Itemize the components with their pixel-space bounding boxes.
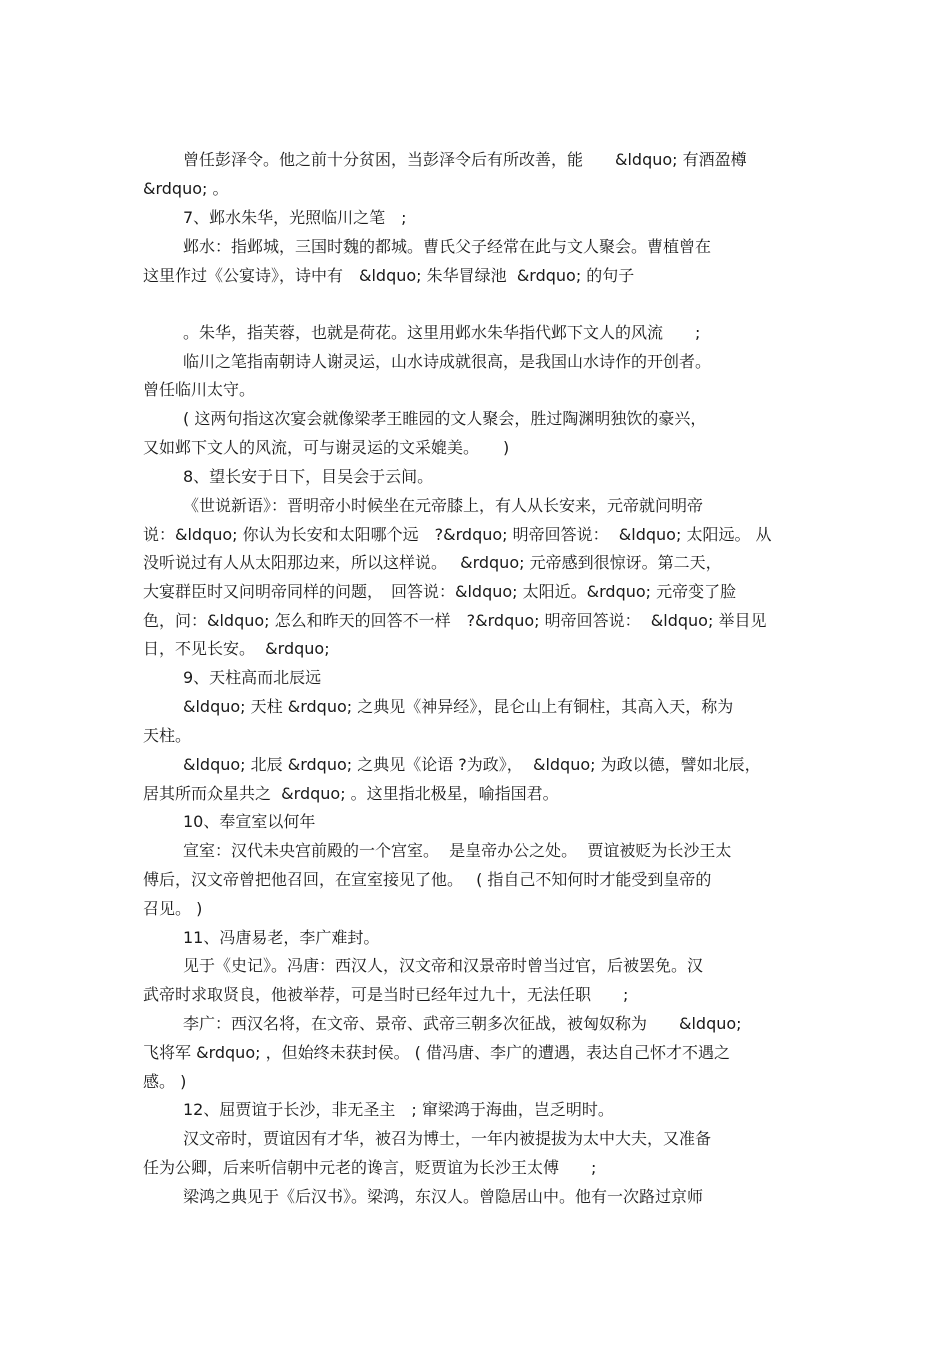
text-line: 李广：西汉名将，在文帝、景帝、武帝三朝多次征战，被匈奴称为 &ldquo; bbox=[183, 1014, 742, 1033]
text-line: 又如邺下文人的风流，可与谢灵运的文采媲美。 ) bbox=[143, 438, 510, 457]
text-line: 召见。 ) bbox=[143, 899, 203, 918]
text-line: 飞将军 &rdquo; ，但始终未获封侯。 ( 借冯唐、李广的遭遇，表达自己怀才不遇之 bbox=[143, 1043, 730, 1062]
text-line: 大宴群臣时又问明帝同样的问题， 回答说：&ldquo; 太阳近。&rdquo; 元帝变了脸 bbox=[143, 582, 737, 601]
text-line: 《世说新语》：晋明帝小时候坐在元帝膝上，有人从长安来，元帝就问明帝 bbox=[183, 496, 704, 515]
text-line: 宣室：汉代未央宫前殿的一个宫室。 是皇帝办公之处。 贾谊被贬为长沙王太 bbox=[183, 841, 732, 860]
text-line: 说：&ldquo; 你认为长安和太阳哪个远 ?&rdquo; 明帝回答说： &ldquo; 太阳远。 从 bbox=[143, 525, 772, 544]
section-heading-8: 8、望长安于日下，目吴会于云间。 bbox=[183, 467, 434, 486]
section-heading-7: 7、邺水朱华，光照临川之笔 ; bbox=[183, 208, 407, 227]
text-line: 感。 ) bbox=[143, 1072, 187, 1091]
text-line: 日，不见长安。 &rdquo; bbox=[143, 639, 330, 658]
section-heading-9: 9、天柱高而北辰远 bbox=[183, 668, 322, 687]
text-line: 临川之笔指南朝诗人谢灵运，山水诗成就很高，是我国山水诗作的开创者。 bbox=[183, 352, 712, 371]
text-line: 居其所而众星共之 &rdquo; 。这里指北极星，喻指国君。 bbox=[143, 784, 559, 803]
text-line: ( 这两句指这次宴会就像梁孝王睢园的文人聚会，胜过陶渊明独饮的豪兴， bbox=[183, 409, 707, 428]
text-line: 邺水：指邺城，三国时魏的都城。曹氏父子经常在此与文人聚会。曹植曾在 bbox=[183, 237, 712, 256]
section-heading-12: 12、屈贾谊于长沙，非无圣主 ; 窜梁鸿于海曲，岂乏明时。 bbox=[183, 1100, 614, 1119]
text-line: 武帝时求取贤良，他被举荐，可是当时已经年过九十，无法任职 ; bbox=[143, 985, 629, 1004]
text-line: 傅后，汉文帝曾把他召回，在宣室接见了他。 ( 指自己不知何时才能受到皇帝的 bbox=[143, 870, 712, 889]
text-line: 色，问：&ldquo; 怎么和昨天的回答不一样 ?&rdquo; 明帝回答说： &ldquo; 举目见 bbox=[143, 611, 767, 630]
text-line: 梁鸿之典见于《后汉书》。梁鸿，东汉人。曾隐居山中。他有一次路过京师 bbox=[183, 1187, 704, 1206]
text-line: 曾任彭泽令。他之前十分贫困，当彭泽令后有所改善，能 &ldquo; 有酒盈樽 bbox=[183, 150, 747, 169]
text-line: 这里作过《公宴诗》，诗中有 &ldquo; 朱华冒绿池 &rdquo; 的句子 bbox=[143, 266, 635, 285]
text-line: 天柱。 bbox=[143, 726, 192, 745]
text-line: &ldquo; 天柱 &rdquo; 之典见《神异经》，昆仑山上有铜柱，其高入天，称为 bbox=[183, 697, 734, 716]
text-line: &rdquo; 。 bbox=[143, 179, 229, 198]
section-heading-10: 10、奉宣室以何年 bbox=[183, 812, 316, 831]
text-line: &ldquo; 北辰 &rdquo; 之典见《论语 ?为政》， &ldquo; 为政以德，譬如北辰， bbox=[183, 755, 761, 774]
text-line: 。朱华，指芙蓉，也就是荷花。这里用邺水朱华指代邺下文人的风流 ; bbox=[183, 323, 701, 342]
text-line: 任为公卿，后来听信朝中元老的谗言，贬贾谊为长沙王太傅 ; bbox=[143, 1158, 597, 1177]
section-heading-11: 11、冯唐易老，李广难封。 bbox=[183, 928, 380, 947]
text-line: 见于《史记》。冯唐：西汉人，汉文帝和汉景帝时曾当过官，后被罢免。汉 bbox=[183, 956, 704, 975]
text-line: 汉文帝时，贾谊因有才华，被召为博士，一年内被提拔为太中大夫，又准备 bbox=[183, 1129, 712, 1148]
text-line: 曾任临川太守。 bbox=[143, 380, 256, 399]
text-line: 没听说过有人从太阳那边来，所以这样说。 &rdquo; 元帝感到很惊讶。第二天， bbox=[143, 553, 722, 572]
